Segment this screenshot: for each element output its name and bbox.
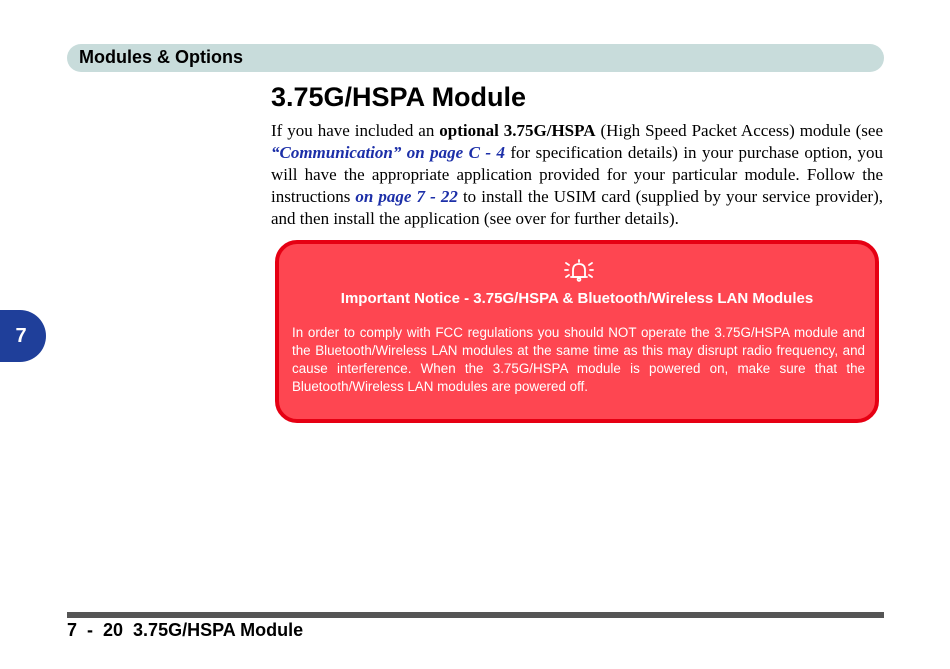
- chapter-tab[interactable]: 7: [0, 310, 46, 362]
- notice-text: In order to comply with FCC regulations you should NOT operate the 3.75G/HSPA module and the Bluetooth/Wireless LAN modules at the same time as this may disrupt radio frequency, and cause interference. When the 3.75G/HSPA module is powered on, make sure that the Bluetooth/Wireless LAN modules are powered off.: [292, 325, 865, 394]
- page-7-22-link[interactable]: on page 7 - 22: [355, 187, 458, 206]
- paragraph-text: (High Speed Packet Access) module (see: [595, 121, 884, 140]
- notice-title: Important Notice - 3.75G/HSPA & Bluetooth/Wireless LAN Modules: [340, 290, 814, 307]
- section-heading: 3.75G/HSPA Module: [271, 82, 527, 112]
- page-number: 7 - 20: [67, 620, 124, 640]
- header-title: Modules & Options: [79, 47, 243, 67]
- important-notice-box: [275, 240, 879, 423]
- footer-rule: [67, 612, 884, 618]
- alarm-bell-icon: [564, 258, 594, 284]
- body-paragraph: [271, 120, 883, 230]
- communication-link[interactable]: “Communication” on page C - 4: [271, 143, 505, 162]
- paragraph-text: If you have included an: [271, 121, 440, 140]
- paragraph-bold-text: optional 3.75G/HSPA: [439, 121, 596, 140]
- paragraph-text: to install the USIM card (supplied by your service provider), and then install the application (see over for further details).: [271, 187, 883, 228]
- paragraph-text: for specification details) in your purchase option, you will have the appropriate application provided for your particular module. Follow the instructions: [271, 143, 883, 206]
- header-bar: [67, 44, 884, 72]
- footer: [67, 620, 303, 641]
- footer-title: 3.75G/HSPA Module: [133, 620, 304, 640]
